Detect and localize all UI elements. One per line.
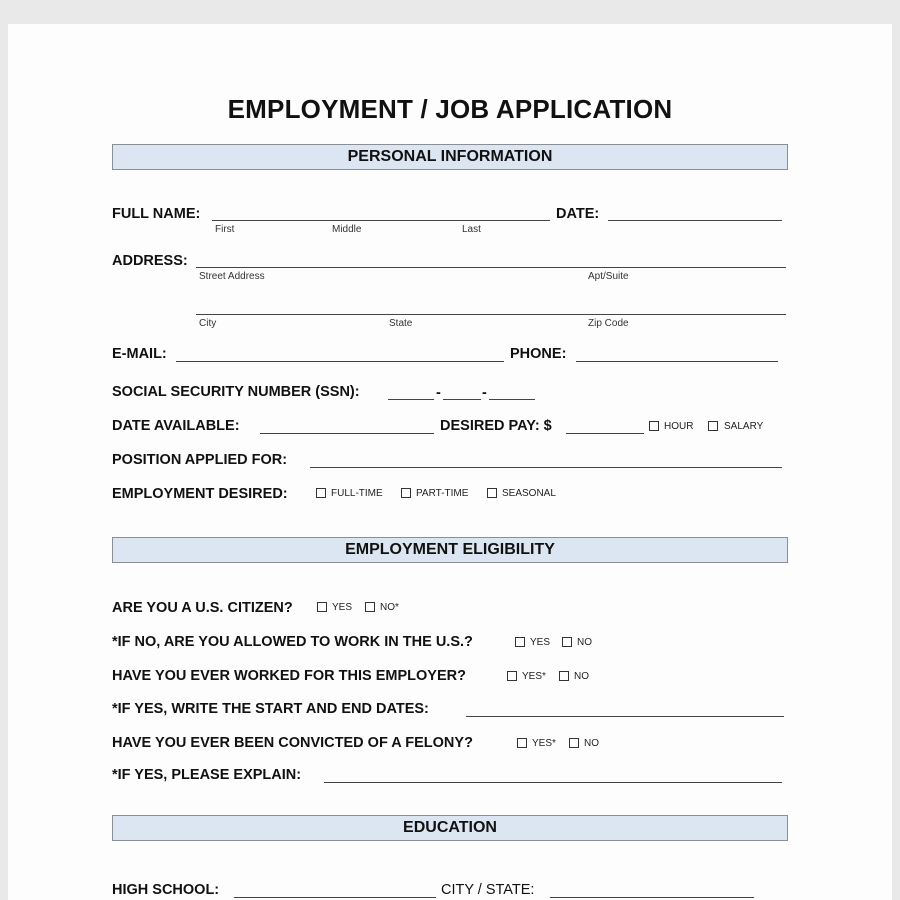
seasonal-option-label: SEASONAL [502, 488, 556, 499]
salary-option-label: SALARY [724, 421, 764, 432]
street-address-field[interactable] [196, 267, 786, 268]
hour-checkbox[interactable] [649, 421, 659, 431]
city-caption: City [199, 318, 217, 329]
salary-checkbox[interactable] [708, 421, 718, 431]
full-name-field[interactable] [212, 220, 550, 221]
high-school-label: HIGH SCHOOL: [112, 882, 220, 898]
part-time-option-label: PART-TIME [416, 488, 469, 499]
ssn-part-2-field[interactable] [443, 399, 481, 400]
city-state-label: CITY / STATE: [441, 882, 535, 898]
felony-yes-checkbox[interactable] [517, 738, 527, 748]
ssn-part-1-field[interactable] [388, 399, 434, 400]
apt-suite-caption: Apt/Suite [588, 271, 629, 282]
full-time-checkbox[interactable] [316, 488, 326, 498]
part-time-checkbox[interactable] [401, 488, 411, 498]
worked-no-label: NO [574, 671, 589, 682]
phone-field[interactable] [576, 361, 778, 362]
address-label: ADDRESS: [112, 253, 188, 269]
citizen-yes-label: YES [332, 602, 353, 613]
ssn-part-3-field[interactable] [489, 399, 535, 400]
section-education: EDUCATION [112, 815, 788, 841]
worked-no-checkbox[interactable] [559, 671, 569, 681]
worked-yes-checkbox[interactable] [507, 671, 517, 681]
citizen-no-label: NO* [380, 602, 399, 613]
ssn-dash-1: - [436, 385, 441, 401]
position-label: POSITION APPLIED FOR: [112, 452, 288, 468]
date-available-label: DATE AVAILABLE: [112, 418, 240, 434]
email-field[interactable] [176, 361, 504, 362]
felony-no-label: NO [584, 738, 599, 749]
allowed-no-label: NO [577, 637, 592, 648]
email-label: E-MAIL: [112, 346, 167, 362]
middle-name-caption: Middle [332, 224, 362, 235]
citizen-no-checkbox[interactable] [365, 602, 375, 612]
allowed-to-work-question: *IF NO, ARE YOU ALLOWED TO WORK IN THE U.S.? [112, 634, 473, 650]
state-caption: State [389, 318, 413, 329]
form-title: EMPLOYMENT / JOB APPLICATION [227, 94, 673, 124]
felony-question: HAVE YOU EVER BEEN CONVICTED OF A FELONY? [112, 735, 473, 751]
worked-yes-label: YES* [522, 671, 546, 682]
felony-no-checkbox[interactable] [569, 738, 579, 748]
allowed-yes-checkbox[interactable] [515, 637, 525, 647]
high-school-city-state-field[interactable] [550, 897, 754, 898]
date-available-field[interactable] [260, 433, 434, 434]
felony-explain-field[interactable] [324, 782, 782, 783]
felony-explain-label: *IF YES, PLEASE EXPLAIN: [112, 767, 302, 783]
full-name-label: FULL NAME: [112, 206, 201, 222]
first-name-caption: First [215, 224, 235, 235]
ssn-label: SOCIAL SECURITY NUMBER (SSN): [112, 384, 360, 400]
section-employment-eligibility: EMPLOYMENT ELIGIBILITY [112, 537, 788, 563]
start-end-dates-field[interactable] [466, 716, 784, 717]
date-field[interactable] [608, 220, 782, 221]
high-school-field[interactable] [234, 897, 436, 898]
desired-pay-label: DESIRED PAY: $ [440, 418, 552, 434]
city-state-zip-field[interactable] [196, 314, 786, 315]
date-label: DATE: [556, 206, 600, 222]
citizen-question: ARE YOU A U.S. CITIZEN? [112, 600, 293, 616]
citizen-yes-checkbox[interactable] [317, 602, 327, 612]
felony-yes-label: YES* [532, 738, 556, 749]
worked-for-employer-question: HAVE YOU EVER WORKED FOR THIS EMPLOYER? [112, 668, 466, 684]
ssn-dash-2: - [482, 385, 487, 401]
start-end-dates-label: *IF YES, WRITE THE START AND END DATES: [112, 701, 429, 717]
position-field[interactable] [310, 467, 782, 468]
section-personal-information: PERSONAL INFORMATION [112, 144, 788, 170]
seasonal-checkbox[interactable] [487, 488, 497, 498]
zip-code-caption: Zip Code [588, 318, 629, 329]
employment-desired-label: EMPLOYMENT DESIRED: [112, 486, 288, 502]
hour-option-label: HOUR [664, 421, 694, 432]
desired-pay-field[interactable] [566, 433, 644, 434]
allowed-yes-label: YES [530, 637, 551, 648]
allowed-no-checkbox[interactable] [562, 637, 572, 647]
full-time-option-label: FULL-TIME [331, 488, 383, 499]
street-address-caption: Street Address [199, 271, 265, 282]
last-name-caption: Last [462, 224, 481, 235]
phone-label: PHONE: [510, 346, 567, 362]
